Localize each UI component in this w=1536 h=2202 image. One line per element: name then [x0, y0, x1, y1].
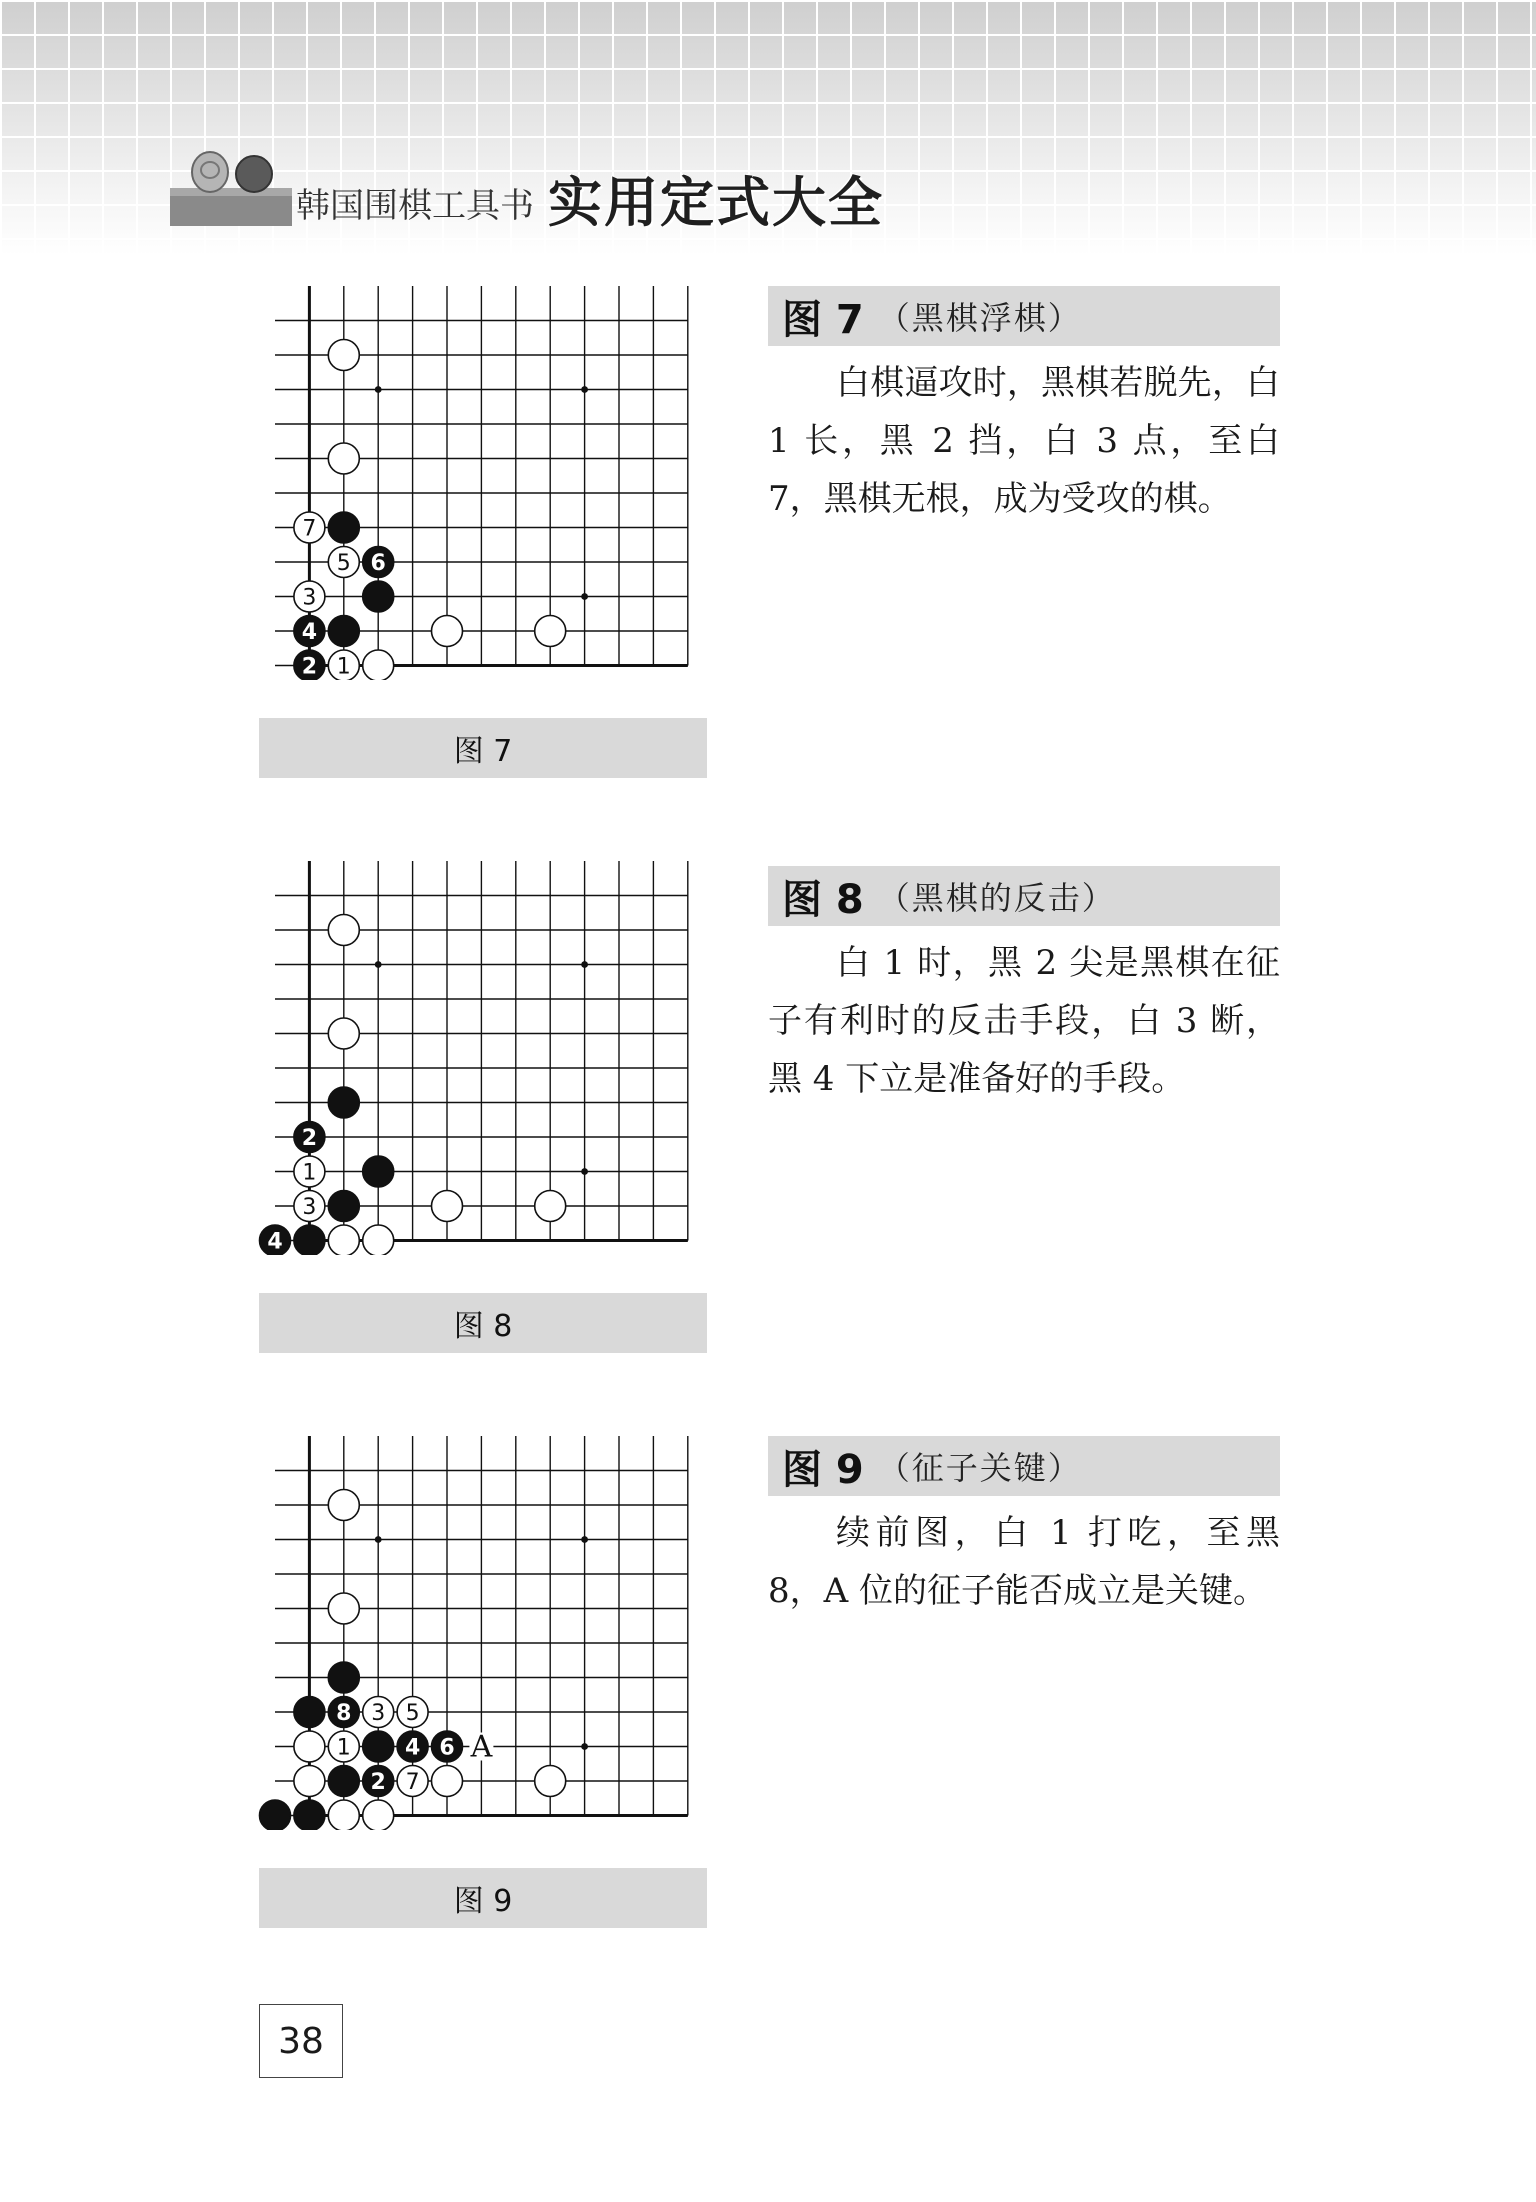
white-stone — [294, 512, 325, 543]
section-heading — [768, 286, 1280, 346]
move-number: 3 — [302, 1195, 317, 1220]
star-point — [375, 1536, 382, 1543]
move-number: 3 — [302, 585, 317, 611]
white-stone — [363, 1225, 394, 1255]
white-stone — [328, 915, 359, 946]
star-point — [581, 961, 588, 968]
move-number: 4 — [404, 1735, 421, 1761]
section-body: 续前图，白 1 打吃，至黑 8，A 位的征子能否成立是关键。 — [768, 1513, 1280, 1611]
point-label-a: A — [470, 1729, 493, 1765]
white-stone — [328, 1800, 359, 1830]
white-stone — [328, 1593, 359, 1624]
white-stone — [363, 1697, 394, 1728]
move-number: 1 — [336, 1735, 351, 1761]
white-stone — [294, 1731, 325, 1762]
black-stone — [294, 1122, 325, 1153]
move-number: 8 — [336, 1701, 352, 1726]
black-stone — [294, 616, 325, 647]
white-stone — [328, 650, 359, 680]
black-stone — [363, 1156, 394, 1187]
black-stone — [294, 1225, 325, 1255]
black-stone — [328, 1191, 359, 1222]
white-stone — [535, 616, 566, 647]
white-stone — [294, 1766, 325, 1797]
black-stone — [294, 1697, 325, 1728]
section-heading — [768, 1436, 1280, 1496]
white-stone — [294, 581, 325, 612]
move-number: 7 — [302, 516, 317, 542]
section-body: 白 1 时，黑 2 尖是黑棋在征子有利时的反击手段，白 3 断，黑 4 下立是准备好的手段。 — [768, 943, 1280, 1099]
white-stone — [363, 1800, 394, 1830]
section-subtitle: （征子关键） — [877, 1449, 1082, 1487]
star-point — [581, 1536, 588, 1543]
star-point — [581, 386, 588, 393]
section-fig7 — [768, 286, 1280, 528]
white-stone — [535, 1766, 566, 1797]
section-number: 图 8 — [782, 876, 864, 923]
page-number: 38 — [259, 2004, 343, 2078]
caption-fig7: 图 7 — [259, 718, 707, 778]
go-board-fig7 — [258, 280, 718, 680]
black-stone — [328, 1766, 359, 1797]
white-stone — [294, 1156, 325, 1187]
black-stone — [328, 1087, 359, 1118]
white-stone — [328, 1731, 359, 1762]
section-body: 白棋逼攻时，黑棋若脱先，白 1 长，黑 2 挡，白 3 点，至白 7，黑棋无根，成为受攻的棋。 — [768, 363, 1280, 519]
black-stone — [328, 512, 359, 543]
move-number: 6 — [439, 1735, 455, 1761]
star-point — [375, 386, 382, 393]
black-stone — [363, 581, 394, 612]
black-stone — [328, 616, 359, 647]
white-stone — [397, 1766, 428, 1797]
black-stone — [397, 1731, 428, 1762]
move-number: 5 — [336, 551, 351, 576]
black-stone — [294, 1800, 325, 1830]
black-stone — [328, 1662, 359, 1693]
move-number: 3 — [371, 1701, 386, 1726]
black-stone — [328, 1697, 359, 1728]
white-stone — [328, 1490, 359, 1521]
section-number: 图 9 — [782, 1446, 864, 1493]
go-board-fig9 — [258, 1430, 718, 1830]
black-stone — [260, 1800, 291, 1830]
move-number: 7 — [405, 1770, 420, 1795]
black-stone — [363, 547, 394, 578]
section-heading — [768, 866, 1280, 926]
white-stone — [535, 1191, 566, 1222]
star-point — [375, 961, 382, 968]
move-number: 1 — [336, 654, 351, 680]
move-number: 4 — [301, 620, 318, 645]
white-stone — [294, 1191, 325, 1222]
section-subtitle: （黑棋的反击） — [877, 879, 1116, 917]
book-title: 实用定式大全 — [548, 171, 884, 234]
white-stone — [328, 547, 359, 578]
move-number: 1 — [302, 1160, 317, 1186]
white-stone — [328, 340, 359, 371]
white-stone — [432, 616, 463, 647]
caption-fig8: 图 8 — [259, 1293, 707, 1353]
section-subtitle: （黑棋浮棋） — [877, 299, 1082, 337]
section-number: 图 7 — [782, 296, 864, 343]
white-stone — [363, 650, 394, 680]
move-number: 2 — [370, 1770, 386, 1795]
go-bowls-emblem-icon — [168, 148, 294, 228]
star-point — [581, 1168, 588, 1175]
black-stone — [294, 650, 325, 680]
book-series: 韩国围棋工具书 — [296, 186, 534, 226]
white-stone — [432, 1766, 463, 1797]
caption-fig9: 图 9 — [259, 1868, 707, 1928]
move-number: 4 — [267, 1229, 283, 1255]
black-stone — [432, 1731, 463, 1762]
black-stone — [363, 1731, 394, 1762]
black-stone — [260, 1225, 291, 1255]
star-point — [581, 593, 588, 600]
move-number: 2 — [301, 654, 318, 680]
white-stone — [432, 1191, 463, 1222]
move-number: 2 — [301, 1126, 318, 1151]
star-point — [581, 1743, 588, 1750]
black-stone — [363, 1766, 394, 1797]
white-stone — [397, 1697, 428, 1728]
move-number: 5 — [405, 1701, 420, 1726]
white-stone — [328, 1225, 359, 1255]
section-fig9 — [768, 1436, 1280, 1620]
section-fig8 — [768, 866, 1280, 1108]
white-stone — [328, 1018, 359, 1049]
go-board-fig8 — [258, 855, 718, 1255]
move-number: 6 — [370, 551, 386, 576]
white-stone — [328, 443, 359, 474]
